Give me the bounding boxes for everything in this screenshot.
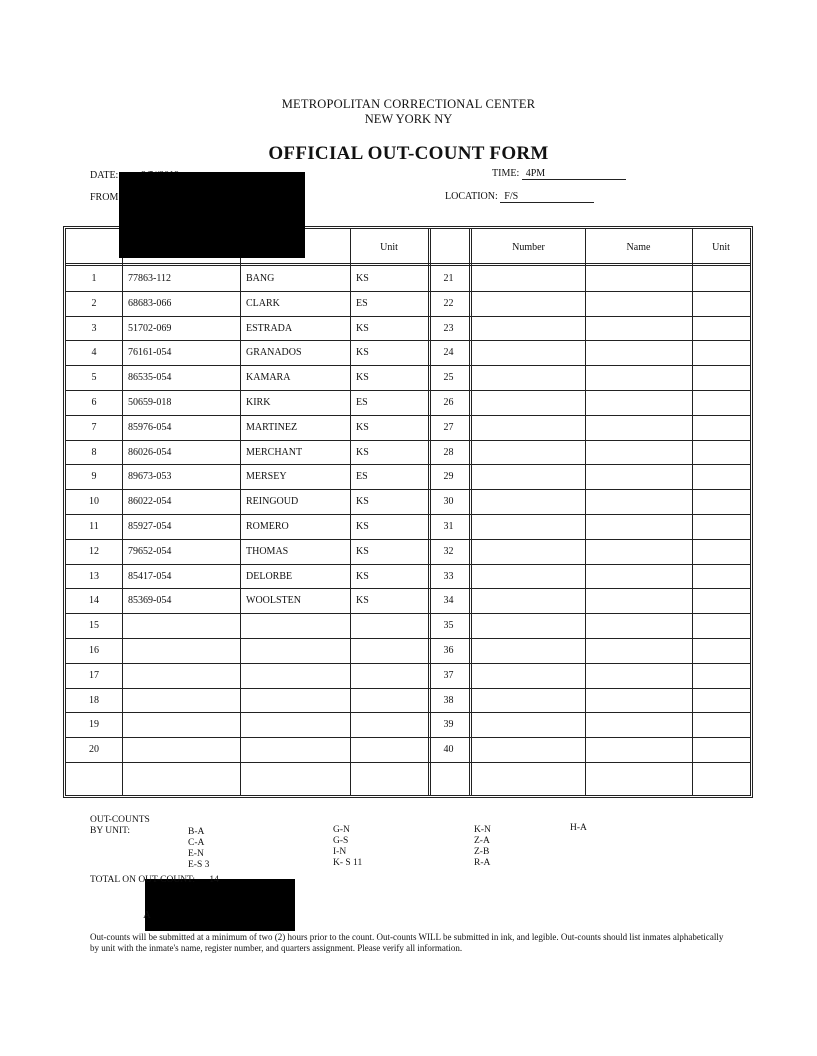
row-number: 40 — [443, 744, 454, 756]
row-divider — [66, 489, 750, 490]
unit-code: KS — [356, 347, 369, 359]
unit-code: KS — [356, 545, 369, 557]
row-number: 4 — [91, 347, 97, 359]
row-divider — [66, 712, 750, 713]
row-number: 7 — [91, 421, 97, 433]
row-number: 26 — [443, 397, 454, 408]
register-number: 86022-054 — [128, 496, 172, 508]
row-number: 39 — [443, 719, 454, 731]
row-number: 10 — [89, 496, 99, 508]
row-number: 32 — [443, 545, 454, 557]
outcounts-label-line1: OUT-COUNTS — [90, 815, 150, 825]
row-divider — [66, 564, 750, 565]
org-name: METROPOLITAN CORRECTIONAL CENTER — [281, 97, 536, 111]
unit-code: KS — [356, 521, 369, 532]
row-number: 24 — [443, 347, 454, 359]
row-divider — [66, 390, 750, 391]
outcount-unit: K- S 11 — [333, 858, 363, 868]
inmate-name: ESTRADA — [246, 322, 293, 334]
unit-code: KS — [356, 322, 369, 334]
row-number: 28 — [443, 446, 454, 458]
register-number: 86026-054 — [128, 446, 172, 458]
outcounts-label-line2: BY UNIT: — [90, 826, 131, 836]
inmate-name: DELORBE — [246, 570, 293, 582]
outcounts-col4 — [570, 823, 587, 834]
outcount-unit: K-N — [474, 825, 491, 835]
row-number: 25 — [443, 372, 454, 384]
inmate-name: WOOLSTEN — [246, 595, 301, 607]
row-number: 19 — [89, 719, 99, 731]
row-divider — [66, 762, 750, 763]
row-number: 17 — [89, 669, 99, 681]
unit-code: KS — [356, 273, 369, 284]
inmate-name: BANG — [246, 273, 275, 284]
row-number: 1 — [91, 273, 97, 284]
right-unit-header: Unit — [712, 242, 730, 253]
row-number: 23 — [443, 322, 454, 334]
row-number: 29 — [443, 471, 454, 483]
inmate-name: CLARK — [246, 297, 280, 309]
row-number: 36 — [443, 645, 454, 656]
signature-line — [143, 910, 151, 921]
row-number: 6 — [91, 397, 97, 408]
form-title: OFFICIAL OUT-COUNT FORM — [268, 143, 549, 164]
register-number: 86535-054 — [128, 372, 172, 384]
time-label: TIME: — [492, 168, 520, 179]
location-field — [445, 191, 594, 203]
register-number: 77863-112 — [128, 273, 171, 284]
row-number: 11 — [89, 521, 99, 532]
right-number-header: Number — [512, 242, 545, 253]
row-divider — [66, 514, 750, 515]
redaction-box — [119, 172, 305, 258]
right-name-header: Name — [626, 242, 651, 253]
register-number: 85976-054 — [128, 421, 172, 433]
row-divider — [66, 613, 750, 614]
row-number: 37 — [443, 669, 454, 681]
inmate-name: KAMARA — [246, 372, 291, 384]
row-number: 21 — [443, 273, 454, 284]
row-divider — [66, 464, 750, 465]
from-label: FROM — [90, 192, 119, 203]
location-value: F/S — [500, 191, 594, 203]
row-number: 27 — [443, 421, 454, 433]
row-number: 16 — [89, 645, 99, 656]
register-number: 85417-054 — [128, 570, 172, 582]
unit-code: ES — [356, 471, 368, 483]
row-number: 12 — [89, 545, 99, 557]
register-number: 89673-053 — [128, 471, 172, 483]
register-number: 85927-054 — [128, 521, 172, 532]
row-divider — [66, 688, 750, 689]
row-number: 20 — [89, 744, 99, 756]
outcount-unit: Z-A — [474, 836, 490, 846]
row-number: 13 — [89, 570, 99, 582]
row-number: 38 — [443, 694, 454, 706]
row-divider — [66, 539, 750, 540]
row-divider — [66, 663, 750, 664]
unit-code: KS — [356, 496, 369, 508]
row-divider — [66, 638, 750, 639]
unit-code: KS — [356, 595, 369, 607]
inmate-name: MERCHANT — [246, 446, 303, 458]
row-number: 8 — [91, 446, 97, 458]
outcount-unit: Z-B — [474, 847, 490, 857]
row-number: 2 — [91, 297, 97, 309]
inmate-name: THOMAS — [246, 545, 289, 557]
register-number: 68683-066 — [128, 297, 172, 309]
row-number: 35 — [443, 620, 454, 632]
row-number: 18 — [89, 694, 99, 706]
outcount-unit: E-S 3 — [188, 860, 210, 870]
unit-code: KS — [356, 372, 369, 384]
left-unit-header: Unit — [380, 242, 398, 253]
row-number: 3 — [91, 322, 97, 334]
row-number: 34 — [443, 595, 454, 607]
unit-code: KS — [356, 421, 369, 433]
row-divider — [66, 440, 750, 441]
outcounts-col1 — [188, 827, 209, 871]
row-number: 22 — [443, 297, 454, 309]
inmate-name: GRANADOS — [246, 347, 302, 359]
row-divider — [66, 365, 750, 366]
register-number: 51702-069 — [128, 322, 172, 334]
unit-code: KS — [356, 570, 369, 582]
signature-prefix: A — [143, 909, 151, 921]
row-number: 5 — [91, 372, 97, 384]
total-outcount — [90, 875, 219, 886]
inmate-name: MERSEY — [246, 471, 287, 483]
row-divider — [66, 316, 750, 317]
time-field — [492, 168, 626, 180]
inmate-name: REINGOUD — [246, 496, 299, 508]
outcount-unit: G-N — [333, 825, 350, 835]
footer-note: Out-counts will be submitted at a minimum of two (2) hours prior to the count. Out-counts WILL be submitted in ink, and legible. Out-counts should list inmates alphabetically by unit with the inmate's name, register number, and quarters assignment. Please verify all information. — [90, 932, 724, 953]
register-number: 79652-054 — [128, 545, 172, 557]
time-value: 4PM — [522, 168, 626, 180]
row-divider — [66, 291, 750, 292]
outcounts-col2 — [333, 825, 362, 869]
org-city: NEW YORK NY — [364, 112, 453, 126]
row-divider — [66, 340, 750, 341]
row-number: 31 — [443, 521, 454, 532]
outcount-unit: I-N — [333, 847, 347, 857]
unit-code: ES — [356, 397, 368, 408]
register-number: 50659-018 — [128, 397, 172, 408]
outcount-unit: B-A — [188, 827, 205, 837]
inmate-name: KIRK — [246, 397, 271, 408]
outcount-unit: H-A — [570, 823, 587, 833]
outcount-unit: G-S — [333, 836, 349, 846]
row-divider — [66, 588, 750, 589]
register-number: 85369-054 — [128, 595, 172, 607]
outcount-unit: E-N — [188, 849, 204, 859]
outcount-unit: C-A — [188, 838, 205, 848]
location-label: LOCATION: — [445, 191, 498, 202]
inmate-name: ROMERO — [246, 521, 289, 532]
redaction-box — [145, 879, 295, 931]
outcount-table — [63, 226, 753, 798]
row-number: 9 — [91, 471, 97, 483]
unit-code: KS — [356, 446, 369, 458]
outcount-unit: R-A — [474, 858, 491, 868]
row-divider — [66, 415, 750, 416]
total-value: 14 — [209, 875, 219, 885]
row-number: 15 — [89, 620, 99, 632]
row-divider — [66, 737, 750, 738]
total-label: TOTAL ON OUT-COUNT: — [90, 875, 196, 885]
row-number: 14 — [89, 595, 99, 607]
inmate-name: MARTINEZ — [246, 421, 298, 433]
register-number: 76161-054 — [128, 347, 172, 359]
row-number: 30 — [443, 496, 454, 508]
unit-code: ES — [356, 297, 368, 309]
outcounts-col3 — [474, 825, 491, 869]
date-label: DATE: — [90, 170, 119, 181]
row-number: 33 — [443, 570, 454, 582]
outcounts-label — [90, 815, 150, 837]
